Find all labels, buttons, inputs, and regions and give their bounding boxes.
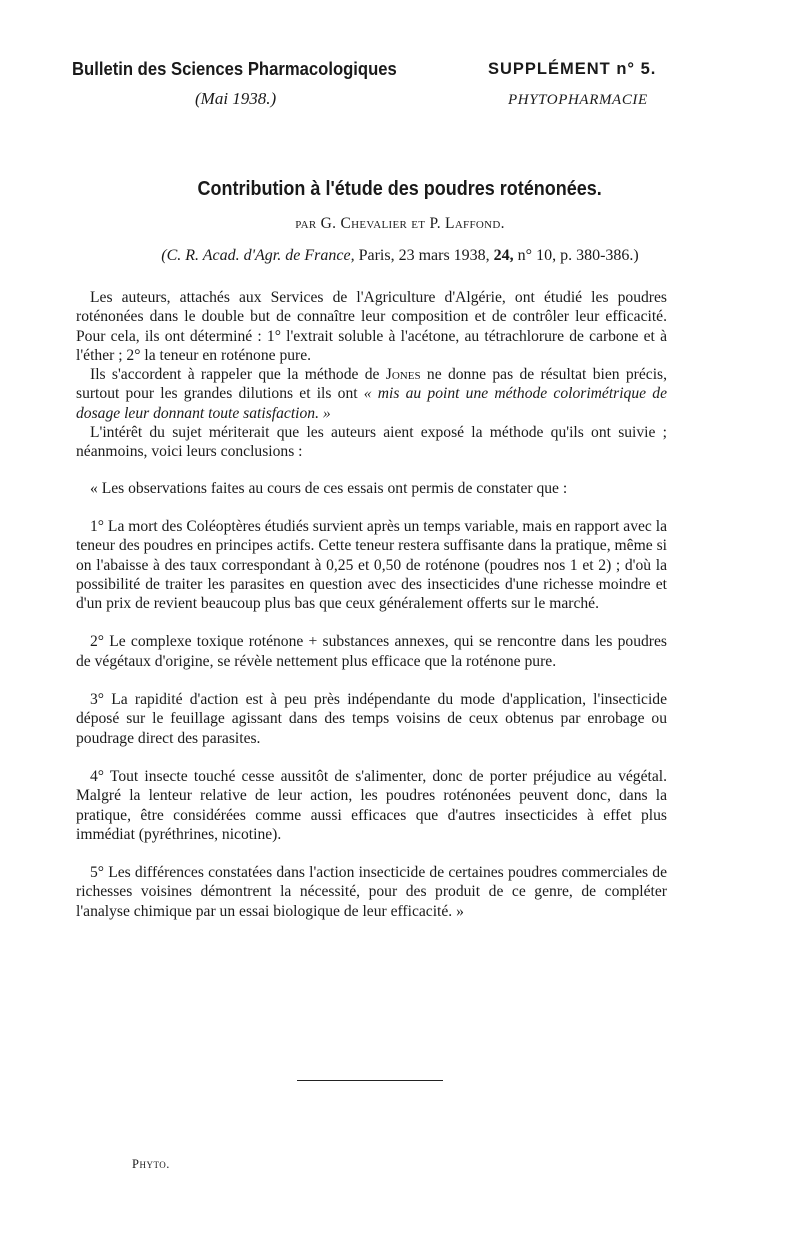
paragraph-method-mid: ne donne pas de résultat bien précis, surtout pour les grandes dilutions et ils ont bbox=[76, 366, 667, 403]
conclusion-3: 3° La rapidité d'action est à peu près indépendante du mode d'application, l'insecticide déposé sur le feuillage agissant dans des temps voisins de ceux obtenus par enrobage ou poudrage direct des parasites. bbox=[76, 691, 667, 747]
article-title-text: Contribution à l'étude des poudres roténonées. bbox=[197, 178, 603, 200]
conclusion-1: 1° La mort des Coléoptères étudiés survient après un temps variable, mais en rapport avec la teneur des poudres en principes actifs. Cette teneur restera suffisante dans la pratique, même si on l'abaisse à des taux correspondant à 0,25 et 0,50 de roténone (poudres nos 1 et 2) ; d'où la possibilité de traiter les parasites en question avec des insecticides d'une richesse moindre et d'un prix de revient beaucoup plus bas que ceux généralement offerts sur le marché. bbox=[76, 517, 667, 613]
source-volume: 24, bbox=[493, 247, 514, 264]
conclusion-2: 2° Le complexe toxique roténone + substances annexes, qui se rencontre dans les poudres de végétaux d'origine, se révèle nettement plus efficace que la roténone pure. bbox=[76, 633, 667, 670]
paragraph-method-start: Ils s'accordent à rappeler que la méthode de bbox=[90, 366, 380, 384]
paragraph-intro: Les auteurs, attachés aux Services de l'Agriculture d'Algérie, ont étudié les poudres roténonées dans le double but de connaître leur composition et de contrôler leur efficacité. Pour cela, ils ont déterminé : 1° l'extrait soluble à l'acétone, au tétrachlorure de carbone et à l'éther ; 2° la teneur en roténone pure. bbox=[76, 289, 667, 364]
paragraph-method bbox=[76, 365, 667, 423]
conclusion-4: 4° Tout insecte touché cesse aussitôt de s'alimenter, donc de porter préjudice au végétal. Malgré la lenteur relative de leur action, les poudres roténonées peuvent donc, dans la pratique, être considérées comme aussi efficaces que d'autres insecticides à effet plus immédiat (pyréthrines, nicotine). bbox=[76, 767, 667, 843]
conclusion-5: 5° Les différences constatées dans l'action insecticide de certaines poudres commerciales de richesses voisines démontrent la nécessité, pour des produit de ce genre, de compléter l'analyse chimique par un essai biologique de leur efficacité. » bbox=[76, 864, 667, 920]
paragraph-comment: L'intérêt du sujet mériterait que les auteurs aient exposé la méthode qu'ils ont suivie ; néanmoins, voici leurs conclusions : bbox=[76, 424, 667, 461]
supplement-label: SUPPLÉMENT n° 5. bbox=[488, 60, 657, 78]
issue-date: (Mai 1938.) bbox=[195, 89, 277, 108]
article-source bbox=[0, 247, 800, 265]
article-body bbox=[76, 288, 667, 921]
author-jones: Jones bbox=[385, 366, 421, 384]
journal-title: Bulletin des Sciences Pharmacologiques bbox=[72, 58, 397, 79]
article-byline: par G. Chevalier et P. Laffond. bbox=[295, 215, 505, 232]
end-rule bbox=[297, 1080, 443, 1081]
footer-signature: Phyto. bbox=[132, 1157, 170, 1171]
section-label: PHYTOPHARMACIE bbox=[508, 92, 648, 108]
paragraph-method-quote: « mis au point une méthode colorimétrique de dosage leur donnant toute satisfaction. » bbox=[76, 385, 667, 422]
source-pages: n° 10, p. 380-386.) bbox=[517, 247, 639, 264]
article-title bbox=[0, 178, 800, 201]
source-place-date: Paris, 23 mars 1938, bbox=[358, 247, 490, 264]
paragraph-conclusions-intro: « Les observations faites au cours de ces essais ont permis de constater que : bbox=[90, 479, 568, 497]
source-journal: (C. R. Acad. d'Agr. de France, bbox=[161, 247, 355, 264]
